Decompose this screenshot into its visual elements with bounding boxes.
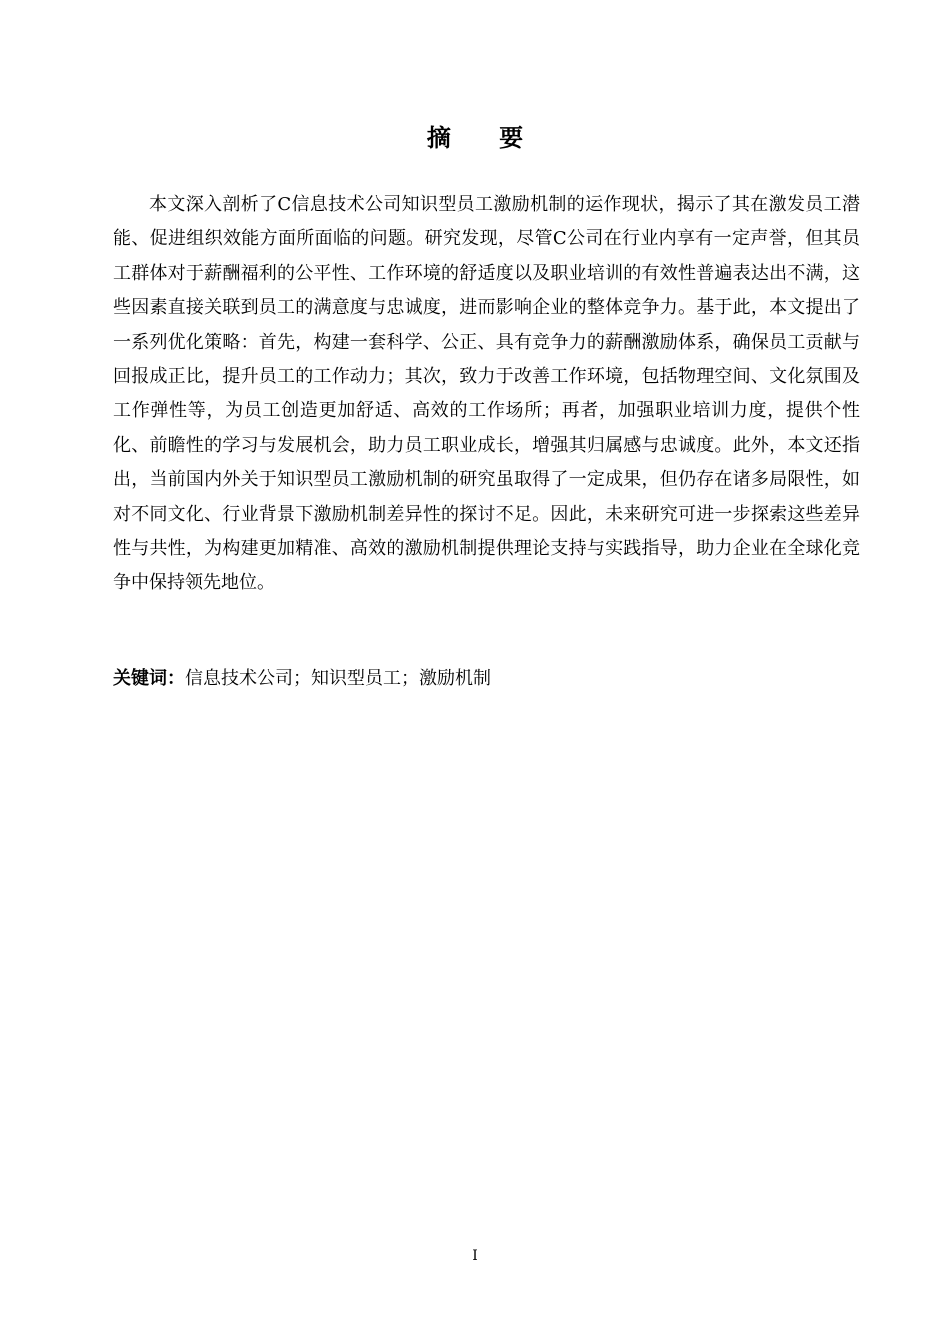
page-number: I	[472, 1248, 478, 1264]
keywords-line	[113, 662, 860, 696]
abstract-paragraph: 本文深入剖析了C信息技术公司知识型员工激励机制的运作现状，揭示了其在激发员工潜能、促进组织效能方面所面临的问题。研究发现，尽管C公司在行业内享有一定声誉，但其员工群体对于薪酬福利的公平性、工作环境的舒适度以及职业培训的有效性普遍表达出不满，这些因素直接关联到员工的满意度与忠诚度，进而影响企业的整体竞争力。基于此，本文提出了一系列优化策略：首先，构建一套科学、公正、具有竞争力的薪酬激励体系，确保员工贡献与回报成正比，提升员工的工作动力；其次，致力于改善工作环境，包括物理空间、文化氛围及工作弹性等，为员工创造更加舒适、高效的工作场所；再者，加强职业培训力度，提供个性化、前瞻性的学习与发展机会，助力员工职业成长，增强其归属感与忠诚度。此外，本文还指出，当前国内外关于知识型员工激励机制的研究虽取得了一定成果，但仍存在诸多局限性，如对不同文化、行业背景下激励机制差异性的探讨不足。因此，未来研究可进一步探索这些差异性与共性，为构建更加精准、高效的激励机制提供理论支持与实践指导，助力企业在全球化竞争中保持领先地位。	[113, 194, 860, 594]
abstract-title: 摘 要	[426, 124, 544, 152]
keywords-text: 信息技术公司；知识型员工；激励机制	[185, 668, 491, 689]
keywords-label: 关键词：	[113, 668, 185, 689]
